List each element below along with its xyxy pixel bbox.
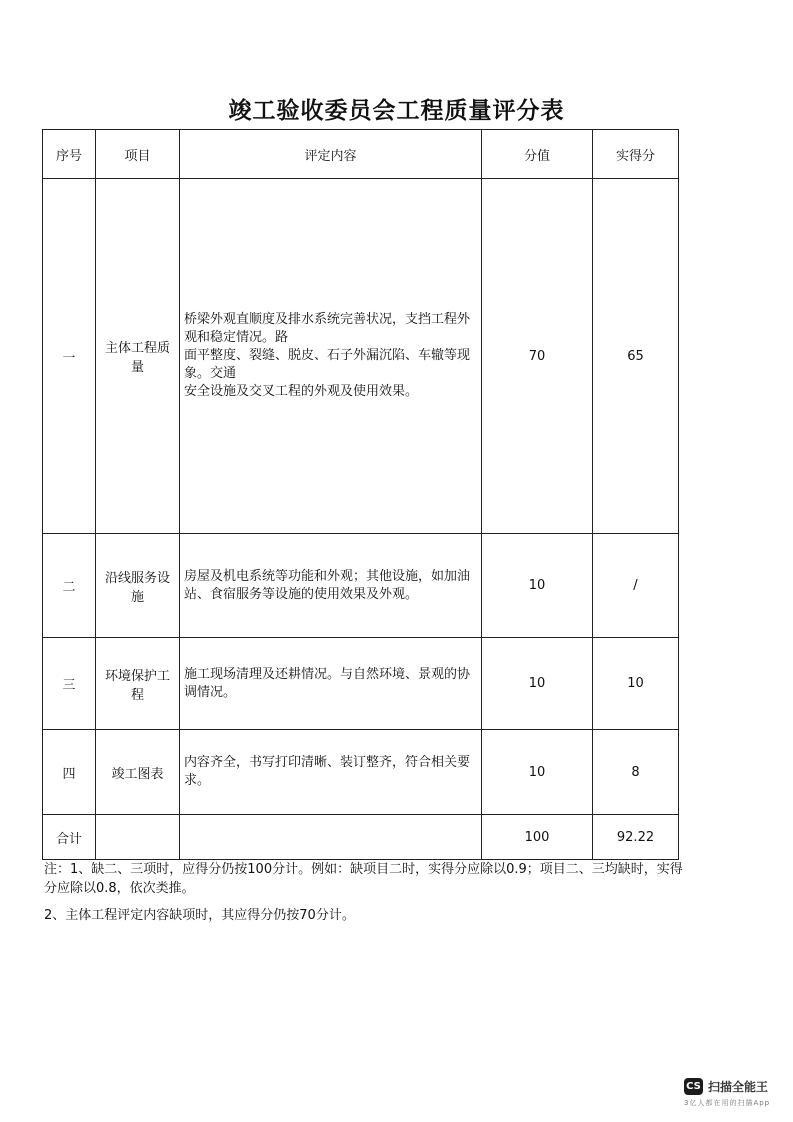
row-item: 主体工程质量 [96,179,180,534]
row-content [180,534,482,638]
row-no: 三 [43,638,96,730]
row-content [180,638,482,730]
row-item: 竣工图表 [96,730,180,815]
row-content [180,179,482,534]
table-row [43,730,679,815]
row-actual: 10 [593,638,679,730]
score-table [42,129,679,860]
row-no: 二 [43,534,96,638]
watermark-brand: 扫描全能王 [708,1080,769,1094]
table-row [43,179,679,534]
note-1: 注：1、缺二、三项时，应得分仍按100分计。例如：缺项目二时，实得分应除以0.9；项目二、三均缺时，实得分应除以0.8，依次类推。 [44,862,683,896]
row-no: 一 [43,179,96,534]
table-row [43,534,679,638]
row-actual: 65 [593,179,679,534]
camscanner-logo-icon: CS [684,1078,703,1095]
row-score: 10 [482,534,593,638]
total-label: 合计 [43,815,96,860]
row-score: 70 [482,179,593,534]
scanner-watermark [684,1076,784,1110]
row-item: 环境保护工程 [96,638,180,730]
row-actual: 8 [593,730,679,815]
total-actual: 92.22 [593,815,679,860]
content-line: 内容齐全，书写打印清晰、装订整齐，符合相关要求。 [184,755,471,788]
content-line: 桥梁外观直顺度及排水系统完善状况，支挡工程外观和稳定情况。路 [184,312,471,345]
header-score: 分值 [482,130,593,179]
content-line: 房屋及机电系统等功能和外观；其他设施，如加油站、食宿服务等设施的使用效果及外观。 [184,568,471,602]
page-title: 竣工验收委员会工程质量评分表 [228,97,565,124]
header-item: 项目 [96,130,180,179]
row-score: 10 [482,730,593,815]
table-header-row [43,130,679,179]
header-actual: 实得分 [593,130,679,179]
total-score: 100 [482,815,593,860]
content-line: 面平整度、裂缝、脱皮、石子外漏沉陷、车辙等现象。交通 [184,348,471,381]
row-actual: / [593,534,679,638]
row-content [180,730,482,815]
watermark-slogan: 3亿人都在用的扫描App [684,1099,771,1107]
header-no: 序号 [43,130,96,179]
notes [44,860,684,933]
row-score: 10 [482,638,593,730]
note-2: 2、主体工程评定内容缺项时，其应得分仍按70分计。 [44,908,355,923]
total-item-empty [96,815,180,860]
content-line: 施工现场清理及还耕情况。与自然环境、景观的协调情况。 [184,666,471,700]
table-row [43,638,679,730]
content-line: 安全设施及交叉工程的外观及使用效果。 [184,384,419,399]
total-row [43,815,679,860]
row-item: 沿线服务设施 [96,534,180,638]
total-content-empty [180,815,482,860]
row-no: 四 [43,730,96,815]
header-content: 评定内容 [180,130,482,179]
